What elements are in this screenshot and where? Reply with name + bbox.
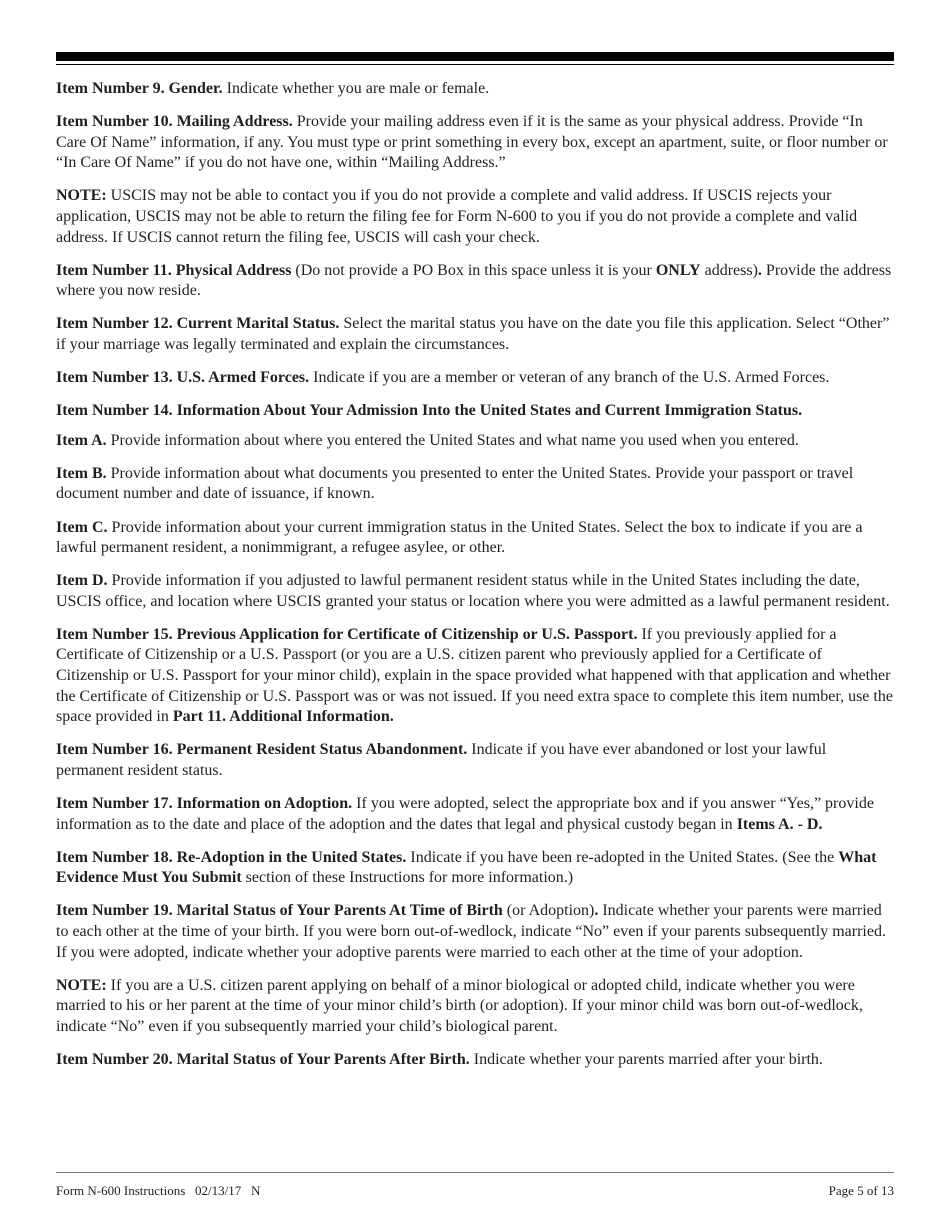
item-16-paragraph xyxy=(56,740,896,781)
item-d-paragraph xyxy=(56,571,896,612)
item-d-text: Provide information if you adjusted to lawful permanent resident status while in the United States including the date, USCIS office, and location where USCIS granted your status or location where you were admitted as a lawful permanent resident. xyxy=(56,572,890,610)
item-18-paragraph xyxy=(56,848,896,889)
item-12-paragraph xyxy=(56,314,896,355)
item-c-heading: Item C. xyxy=(56,518,108,536)
item-18-text: Indicate if you have been re-adopted in the United States. (See the xyxy=(406,848,839,866)
item-9-heading: Item Number 9. Gender. xyxy=(56,80,223,97)
item-d-heading: Item D. xyxy=(56,572,108,590)
item-19-heading: Item Number 19. Marital Status of Your Parents At Time of Birth xyxy=(56,902,503,920)
item-17-paragraph xyxy=(56,794,896,835)
item-a-text: Provide information about where you entered the United States and what name you used when you entered. xyxy=(106,431,799,449)
item-13-heading: Item Number 13. U.S. Armed Forces. xyxy=(56,369,310,387)
note-text: USCIS may not be able to contact you if you do not provide a complete and valid address. If USCIS rejects your application, USCIS may not be able to return the filing fee for Form N-600 to you if you do not provide a complete and valid address. If USCIS cannot return the filing fee, USCIS will cash your check. xyxy=(56,187,858,246)
item-b-paragraph xyxy=(56,464,896,505)
item-11-paragraph xyxy=(56,261,896,302)
item-18-heading: Item Number 18. Re-Adoption in the United States. xyxy=(56,848,407,866)
header-thin-rule xyxy=(56,64,894,65)
item-20-paragraph xyxy=(56,1050,896,1071)
item-c-text: Provide information about your current immigration status in the United States. Select the box to indicate if you are a lawful permanent resident, a nonimmigrant, a refugee asylee, or other. xyxy=(56,518,863,557)
item-14-paragraph xyxy=(56,401,896,422)
item-15-text: If you previously applied for a Certificate of Citizenship or a U.S. Passport (or you are a U.S. citizen parent who previously applied for a Certificate of Citizenship or U.S. Passport for your minor child), explain in the space provided what happened with that application and whether the Certificate of Citizenship or U.S. Passport was or was not issued. If you need extra space to complete this item number, use the space provided in xyxy=(56,625,893,726)
page-number: Page 5 of 13 xyxy=(828,1183,894,1198)
instructions-body xyxy=(56,79,896,1083)
item-11-only: ONLY xyxy=(655,261,701,279)
note-address-paragraph xyxy=(56,186,896,248)
item-19-period: . xyxy=(594,902,599,920)
footer-rule xyxy=(56,1172,894,1173)
note-text: If you are a U.S. citizen parent applying on behalf of a minor biological or adopted child, indicate whether you were married to his or her parent at the time of your minor child’s birth (or adoption). If your minor child was born out-of-wedlock, indicate “No” even if you subsequently married your child’s biological parent. xyxy=(56,976,863,1035)
item-10-text: Provide your mailing address even if it is the same as your physical address. Provide “In Care Of Name” information, if any. You must type or print something in every box, except an apartment, suite, or floor number or “In Care Of Name” if you do not have one, within “Mailing Address.” xyxy=(56,113,888,172)
item-19-paragraph xyxy=(56,901,896,963)
item-15-paragraph xyxy=(56,625,896,728)
item-17-heading: Item Number 17. Information on Adoption. xyxy=(56,795,353,813)
item-c-paragraph xyxy=(56,518,896,559)
form-identifier: Form N-600 Instructions 02/13/17 N xyxy=(56,1183,261,1198)
item-11-heading: Item Number 11. Physical Address xyxy=(56,261,292,279)
item-a-paragraph xyxy=(56,431,896,452)
item-13-paragraph xyxy=(56,368,896,389)
item-12-text: Select the marital status you have on the date you file this application. Select “Other” if your marriage was legally terminated and explain the circumstances. xyxy=(56,315,890,353)
item-12-heading: Item Number 12. Current Marital Status. xyxy=(56,315,340,333)
item-17-text: If you were adopted, select the appropriate box and if you answer “Yes,” provide information as to the date and place of the adoption and the dates that legal and physical custody began in xyxy=(56,795,874,833)
item-18-evidence-reference: What Evidence Must You Submit xyxy=(56,848,877,887)
item-10-paragraph xyxy=(56,112,896,174)
item-a-heading: Item A. xyxy=(56,431,107,449)
item-11-text: Provide the address where you now reside. xyxy=(56,261,892,300)
item-13-text: Indicate if you are a member or veteran of any branch of the U.S. Armed Forces. xyxy=(309,369,830,387)
item-b-text: Provide information about what documents you presented to enter the United States. Provide your passport or travel document number and date of issuance, if known. xyxy=(56,464,854,503)
header-thick-rule xyxy=(56,52,894,61)
item-17-items-reference: Items A. - D. xyxy=(736,815,823,833)
item-15-part-reference: Part 11. Additional Information. xyxy=(172,708,394,726)
note-label: NOTE: xyxy=(56,976,107,994)
item-14-heading: Item Number 14. Information About Your Admission Into the United States and Current Immigration Status. xyxy=(56,402,803,420)
item-11-aside: (Do not provide a PO Box in this space unless it is your xyxy=(291,261,656,279)
item-18-text-end: section of these Instructions for more information.) xyxy=(241,869,574,887)
item-15-heading: Item Number 15. Previous Application for Certificate of Citizenship or U.S. Passport. xyxy=(56,625,638,643)
item-11-period: . xyxy=(757,261,762,279)
item-20-heading: Item Number 20. Marital Status of Your Parents After Birth. xyxy=(56,1050,470,1068)
item-19-text: Indicate whether your parents were married to each other at the time of your birth. If you were born out-of-wedlock, indicate “No” even if your parents subsequently married. If you were adopted, indicate whether your adoptive parents were married to each other at the time of your adoption. xyxy=(56,902,886,961)
item-9-text: Indicate whether you are male or female. xyxy=(222,80,490,97)
item-10-heading: Item Number 10. Mailing Address. xyxy=(56,113,293,131)
note-parent-paragraph xyxy=(56,976,896,1038)
item-16-text: Indicate if you have ever abandoned or lost your lawful permanent resident status. xyxy=(56,741,827,779)
item-16-heading: Item Number 16. Permanent Resident Status Abandonment. xyxy=(56,741,468,759)
item-b-heading: Item B. xyxy=(56,464,107,482)
item-11-aside-end: address) xyxy=(700,261,758,279)
item-20-text: Indicate whether your parents married after your birth. xyxy=(469,1050,823,1068)
item-9-paragraph xyxy=(56,79,896,100)
item-19-aside: (or Adoption) xyxy=(502,902,595,920)
note-label: NOTE: xyxy=(56,187,107,205)
